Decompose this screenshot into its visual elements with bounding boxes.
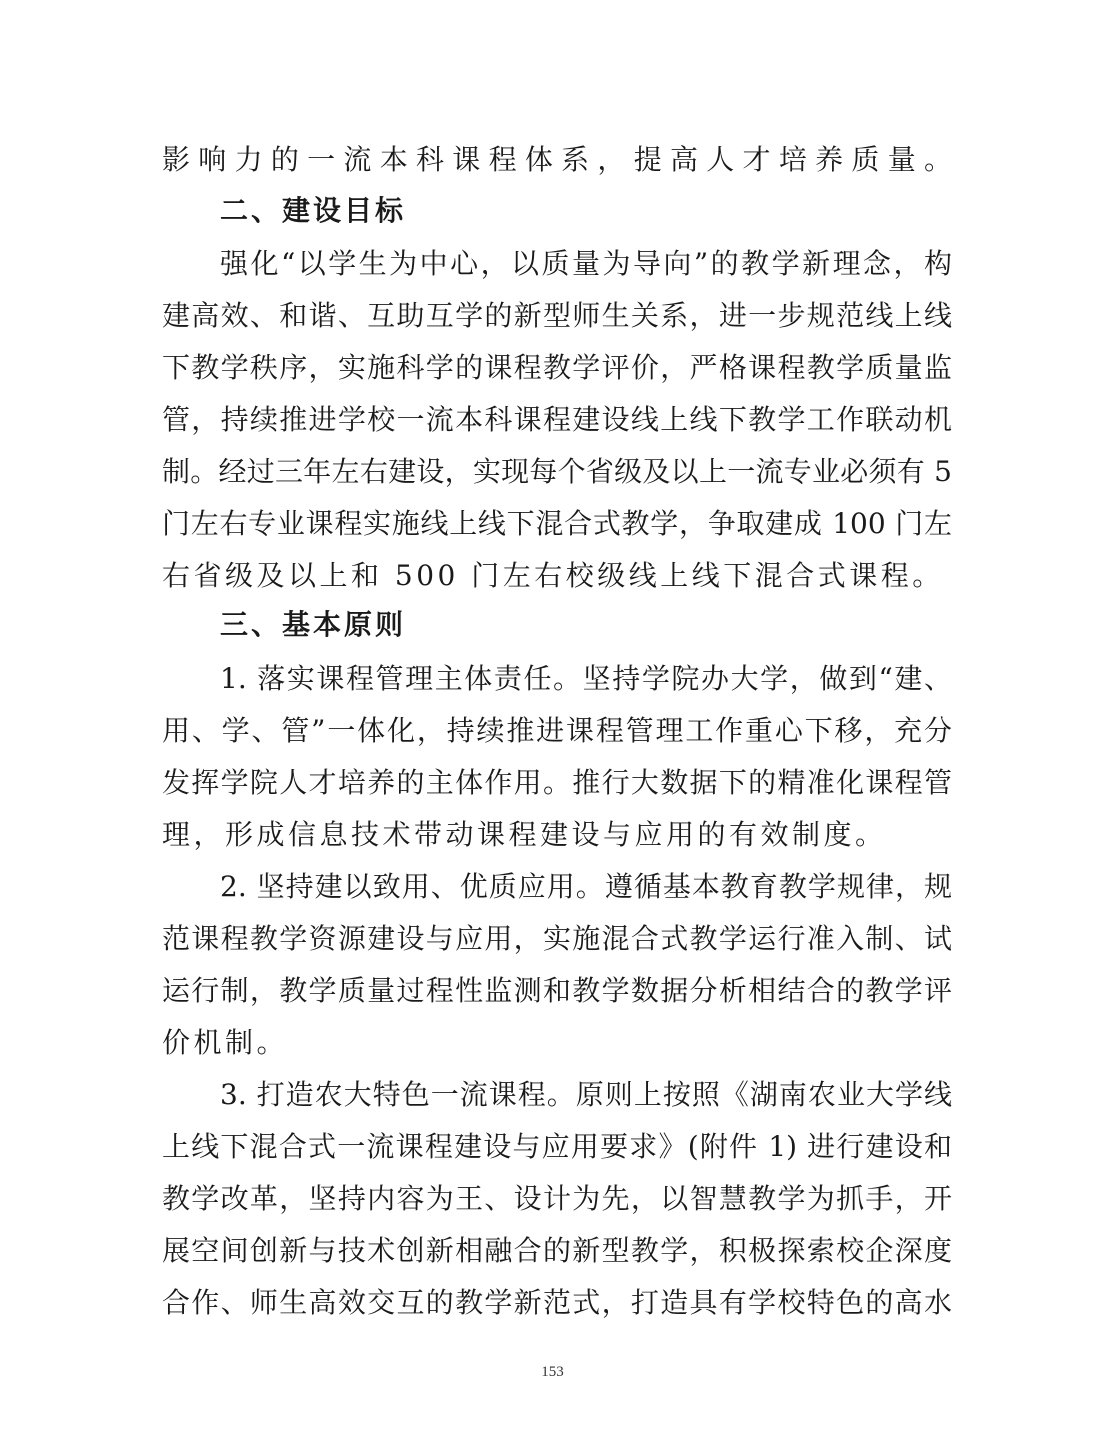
paragraph-line: 强化“以学生为中心，以质量为导向”的教学新理念，构 bbox=[220, 247, 952, 280]
paragraph-line: 教学改革，坚持内容为王、设计为先，以智慧教学为抓手，开 bbox=[162, 1182, 952, 1215]
paragraph-line: 右省级及以上和 500 门左右校级线上线下混合式课程。 bbox=[162, 559, 944, 592]
paragraph-line: 制。经过三年左右建设，实现每个省级及以上一流专业必须有 5 bbox=[162, 455, 952, 488]
paragraph-line: 价机制。 bbox=[162, 1026, 289, 1059]
paragraph-line: 2. 坚持建以致用、优质应用。遵循基本教育教学规律，规 bbox=[220, 870, 952, 903]
page-number: 153 bbox=[541, 1364, 564, 1380]
paragraph-line: 合作、师生高效交互的教学新范式，打造具有学校特色的高水 bbox=[162, 1286, 952, 1319]
paragraph-line: 理，形成信息技术带动课程建设与应用的有效制度。 bbox=[162, 818, 887, 851]
paragraph-line: 建高效、和谐、互助互学的新型师生关系，进一步规范线上线 bbox=[162, 299, 952, 332]
section-heading: 二、建设目标 bbox=[220, 194, 407, 227]
paragraph-line: 发挥学院人才培养的主体作用。推行大数据下的精准化课程管 bbox=[162, 766, 952, 799]
section-heading: 三、基本原则 bbox=[220, 608, 407, 641]
paragraph-line: 3. 打造农大特色一流课程。原则上按照《湖南农业大学线 bbox=[220, 1078, 952, 1111]
paragraph-line: 运行制，教学质量过程性监测和教学数据分析相结合的教学评 bbox=[162, 974, 952, 1007]
paragraph-line: 展空间创新与技术创新相融合的新型教学，积极探索校企深度 bbox=[162, 1234, 952, 1267]
paragraph-line: 下教学秩序，实施科学的课程教学评价，严格课程教学质量监 bbox=[162, 351, 952, 384]
paragraph-line: 门左右专业课程实施线上线下混合式教学，争取建成 100 门左 bbox=[162, 507, 952, 540]
paragraph-line: 范课程教学资源建设与应用，实施混合式教学运行准入制、试 bbox=[162, 922, 952, 955]
paragraph-line: 影响力的一流本科课程体系，提高人才培养质量。 bbox=[162, 143, 952, 176]
paragraph-line: 1. 落实课程管理主体责任。坚持学院办大学，做到“建、 bbox=[220, 662, 952, 695]
paragraph-line: 上线下混合式一流课程建设与应用要求》(附件 1) 进行建设和 bbox=[162, 1130, 952, 1163]
paragraph-line: 用、学、管”一体化，持续推进课程管理工作重心下移，充分 bbox=[162, 714, 952, 747]
paragraph-line: 管，持续推进学校一流本科课程建设线上线下教学工作联动机 bbox=[162, 403, 952, 436]
